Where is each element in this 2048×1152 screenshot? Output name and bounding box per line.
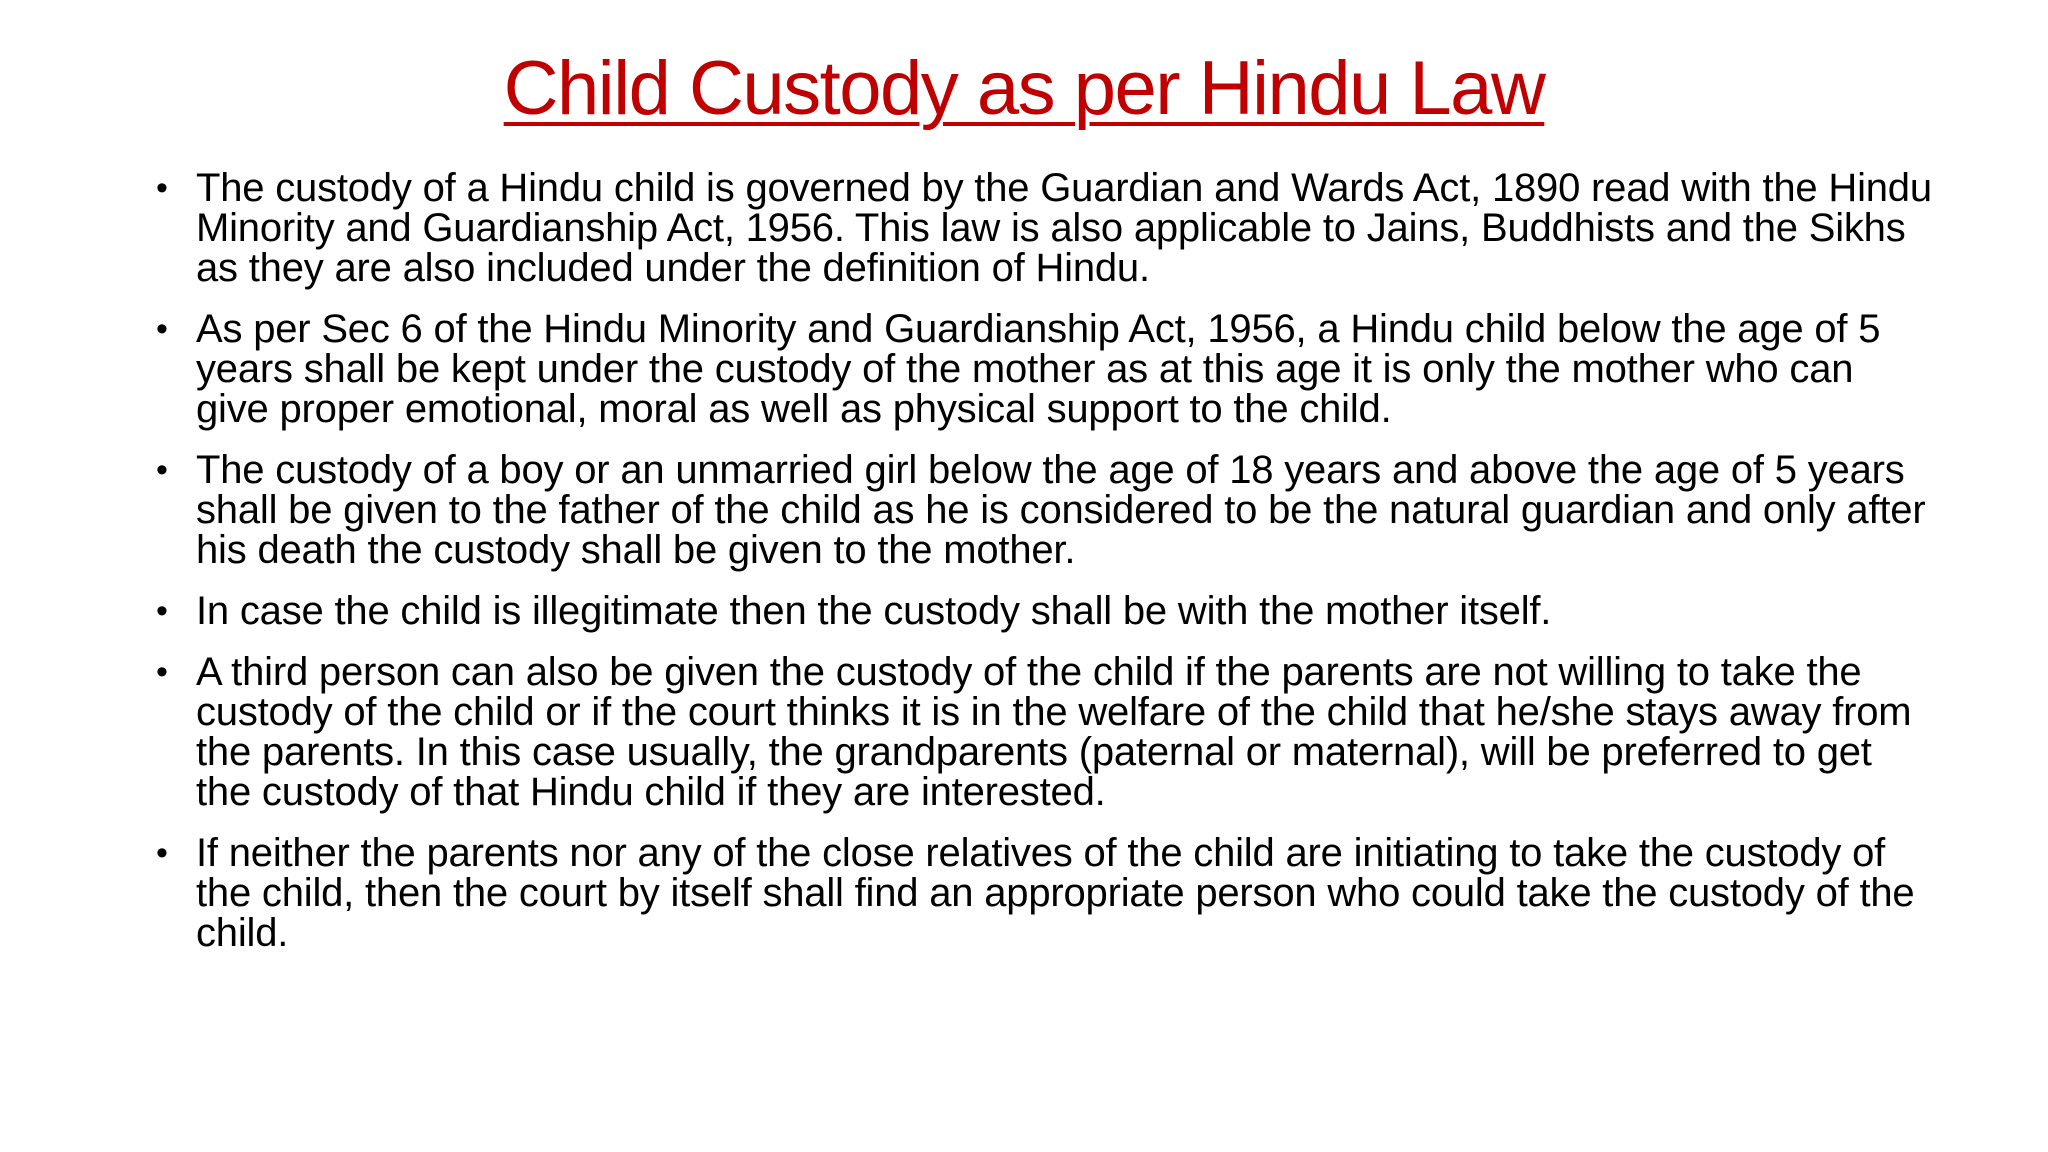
- bullet-item: • In case the child is illegitimate then the custody shall be with the mother itself.: [196, 591, 1936, 631]
- bullet-list: [196, 168, 1936, 974]
- slide-title: Child Custody as per Hindu Law: [503, 46, 1545, 131]
- bullet-item: • If neither the parents nor any of the close relatives of the child are initiating to take the custody of the child, then the court by itself shall find an appropriate person who could take the custody of the child.: [196, 833, 1936, 953]
- bullet-item: • A third person can also be given the custody of the child if the parents are not willing to take the custody of the child or if the court thinks it is in the welfare of the child that he/she stays away from the parents. In this case usually, the grandparents (paternal or maternal), will be preferred to get the custody of that Hindu child if they are interested.: [196, 652, 1936, 812]
- bullet-item: • The custody of a boy or an unmarried girl below the age of 18 years and above the age of 5 years shall be given to the father of the child as he is considered to be the natural guardian and only after his death the custody shall be given to the mother.: [196, 450, 1936, 570]
- bullet-item: • As per Sec 6 of the Hindu Minority and Guardianship Act, 1956, a Hindu child below the age of 5 years shall be kept under the custody of the mother as at this age it is only the mother who can give proper emotional, moral as well as physical support to the child.: [196, 309, 1936, 429]
- bullet-item: • The custody of a Hindu child is governed by the Guardian and Wards Act, 1890 read with the Hindu Minority and Guardianship Act, 1956. This law is also applicable to Jains, Buddhists and the Sikhs as they are also included under the definition of Hindu.: [196, 168, 1936, 288]
